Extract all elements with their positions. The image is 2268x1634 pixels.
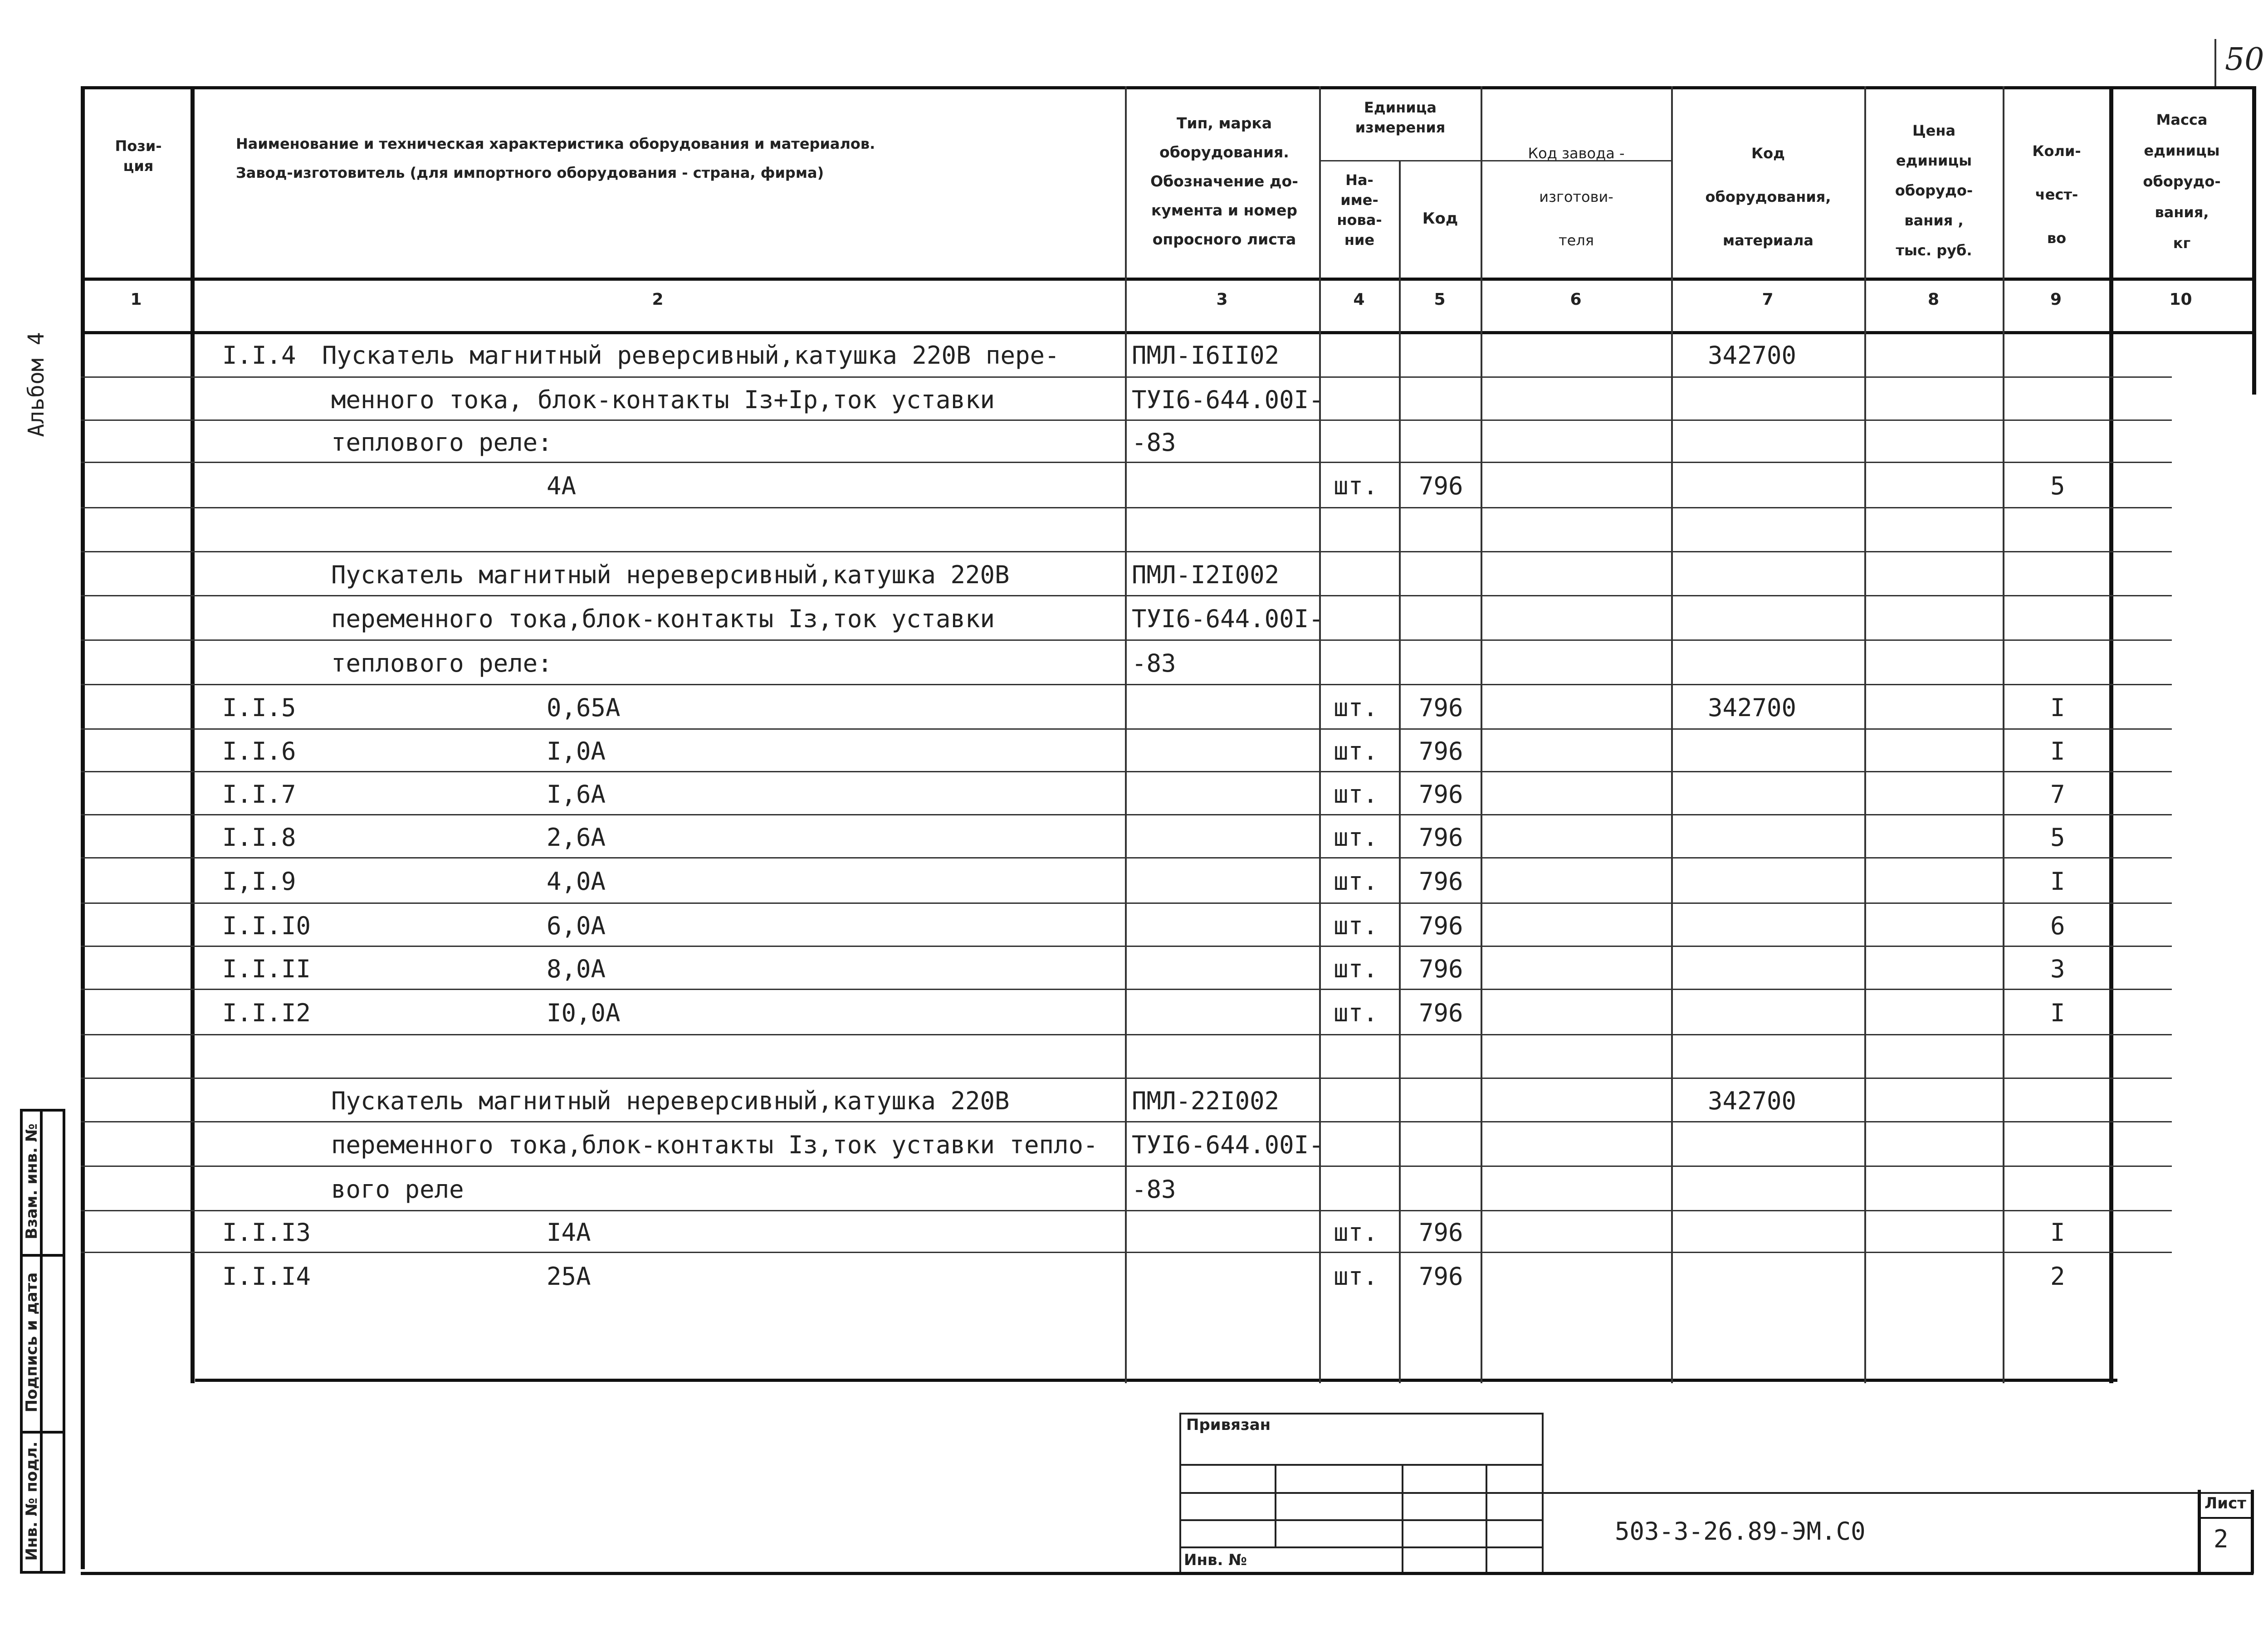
header-col2: Наименование и техническая характеристика оборудования и материалов. Завод-изготовитель (для импортного оборудования - страна, фирма) <box>236 135 875 181</box>
column-number: 8 <box>1927 290 1940 309</box>
row-type: ТУI6-644.00I- <box>1132 385 1324 414</box>
row-unit-code: 796 <box>1419 867 1463 896</box>
row-type: ТУI6-644.00I- <box>1132 1131 1324 1159</box>
row-quantity: I <box>2050 693 2065 722</box>
row-quantity: 6 <box>2050 911 2065 940</box>
row-name: Пускатель магнитный нереверсивный,катушка 220В <box>331 1087 1010 1115</box>
header-col4: На- име- нова- ние <box>1337 171 1382 249</box>
column-number: 10 <box>2169 290 2192 309</box>
row-unit-code: 796 <box>1419 823 1463 852</box>
row-divider <box>81 1252 2172 1253</box>
row-divider <box>81 507 2172 508</box>
header-col1: Пози- ция <box>115 137 162 175</box>
row-quantity: 5 <box>2050 472 2065 500</box>
row-quantity: 7 <box>2050 780 2065 809</box>
row-material-code: 342700 <box>1708 1087 1797 1115</box>
row-divider <box>81 1078 2172 1079</box>
row-unit-code: 796 <box>1419 472 1463 500</box>
header-col10: Масса единицы оборудо- вания, кг <box>2143 111 2221 252</box>
header-col8: Цена единицы оборудо- вания , тыс. руб. <box>1895 122 1973 259</box>
corner-divider <box>2214 39 2216 88</box>
row-unit-code: 796 <box>1419 1262 1463 1291</box>
row-name: 8,0А <box>547 954 606 983</box>
row-divider <box>81 771 2172 772</box>
row-name: I,6А <box>547 780 606 809</box>
row-name: теплового реле: <box>331 428 552 457</box>
row-type: ПМЛ-I6II02 <box>1132 341 1280 370</box>
row-divider <box>81 639 2172 641</box>
row-unit: шт. <box>1334 867 1378 896</box>
row-unit-code: 796 <box>1419 999 1463 1027</box>
row-position: I.I.5 <box>222 693 296 722</box>
bound-label: Привязан <box>1186 1416 1271 1434</box>
row-unit: шт. <box>1334 911 1378 940</box>
row-position: I.I.8 <box>222 823 296 852</box>
row-type: -83 <box>1132 649 1176 678</box>
row-unit: шт. <box>1334 823 1378 852</box>
row-type: ПМЛ-22I002 <box>1132 1087 1280 1115</box>
row-material-code: 342700 <box>1708 341 1797 370</box>
column-number: 4 <box>1353 290 1365 309</box>
row-material-code: 342700 <box>1708 693 1797 722</box>
row-type: -83 <box>1132 428 1176 457</box>
row-name: 2,6А <box>547 823 606 852</box>
row-position: I.I.II <box>222 954 311 983</box>
row-unit: шт. <box>1334 999 1378 1027</box>
row-position: I.I.4 <box>222 341 296 370</box>
column-number: 6 <box>1570 290 1582 309</box>
row-divider <box>81 551 2172 552</box>
sheet-number: 2 <box>2214 1525 2229 1553</box>
row-quantity: I <box>2050 1218 2065 1247</box>
replace-inv-stamp: Взам. инв. № <box>23 1123 41 1239</box>
row-position: I.I.I2 <box>222 999 311 1027</box>
row-unit: шт. <box>1334 780 1378 809</box>
row-name: I0,0А <box>547 999 621 1027</box>
header-col7: Код оборудования, материала <box>1705 145 1831 249</box>
row-unit-code: 796 <box>1419 693 1463 722</box>
row-name: Пускатель магнитный реверсивный,катушка 220В пере- <box>322 341 1060 370</box>
document-code: 503-3-26.89-ЭМ.С0 <box>1615 1517 1866 1546</box>
row-unit-code: 796 <box>1419 954 1463 983</box>
row-position: I.I.I0 <box>222 911 311 940</box>
row-divider <box>81 1121 2172 1122</box>
row-quantity: 5 <box>2050 823 2065 852</box>
row-name: менного тока, блок-контакты Iз+Iр,ток уставки <box>331 385 995 414</box>
row-unit: шт. <box>1334 954 1378 983</box>
column-number: 3 <box>1216 290 1228 309</box>
row-unit: шт. <box>1334 1262 1378 1291</box>
row-position: I.I.I4 <box>222 1262 311 1291</box>
original-inv-stamp: Инв. № подл. <box>23 1441 41 1561</box>
row-quantity: 2 <box>2050 1262 2065 1291</box>
inv-label: Инв. № <box>1184 1551 1247 1569</box>
row-divider <box>81 857 2172 858</box>
sheet-corner-number: 50 <box>2225 42 2264 78</box>
row-name: Пускатель магнитный нереверсивный,катушка 220В <box>331 560 1010 589</box>
row-name: I,0А <box>547 737 606 766</box>
header-col5: Код <box>1422 210 1458 228</box>
row-unit-code: 796 <box>1419 1218 1463 1247</box>
header-col3: Тип, марка оборудования. Обозначение до- кумента и номер опросного листа <box>1150 114 1298 248</box>
album-label: Альбом 4 <box>24 332 49 437</box>
row-quantity: 3 <box>2050 954 2065 983</box>
row-name: 25А <box>547 1262 591 1291</box>
row-quantity: I <box>2050 867 2065 896</box>
row-unit-code: 796 <box>1419 780 1463 809</box>
column-number: 7 <box>1762 290 1774 309</box>
row-name: 0,65А <box>547 693 621 722</box>
row-divider <box>81 814 2172 815</box>
row-divider <box>81 462 2172 463</box>
row-name: теплового реле: <box>331 649 552 678</box>
row-position: I,I.9 <box>222 867 296 896</box>
row-divider <box>81 376 2172 378</box>
row-type: ТУI6-644.00I- <box>1132 605 1324 633</box>
row-type: -83 <box>1132 1175 1176 1204</box>
row-position: I.I.I3 <box>222 1218 311 1247</box>
header-col6: Код завода - изготови- теля <box>1528 145 1625 249</box>
row-unit: шт. <box>1334 472 1378 500</box>
row-quantity: I <box>2050 737 2065 766</box>
row-quantity: I <box>2050 999 2065 1027</box>
row-divider <box>81 989 2172 990</box>
row-position: I.I.7 <box>222 780 296 809</box>
row-divider <box>81 419 2172 421</box>
row-divider <box>81 946 2172 947</box>
row-divider <box>81 684 2172 685</box>
row-divider <box>81 1034 2172 1035</box>
row-name: переменного тока,блок-контакты Iз,ток уставки тепло- <box>331 1131 1098 1159</box>
column-number: 9 <box>2050 290 2062 309</box>
row-name: 6,0А <box>547 911 606 940</box>
column-number: 2 <box>652 290 664 309</box>
row-divider <box>81 595 2172 596</box>
header-unit-title: Единица измерения <box>1355 99 1446 136</box>
row-unit-code: 796 <box>1419 911 1463 940</box>
row-unit: шт. <box>1334 1218 1378 1247</box>
row-type: ПМЛ-I2I002 <box>1132 560 1280 589</box>
row-unit: шт. <box>1334 693 1378 722</box>
row-name: 4А <box>547 472 577 500</box>
row-unit-code: 796 <box>1419 737 1463 766</box>
column-number: 5 <box>1434 290 1446 309</box>
row-name: вого реле <box>331 1175 464 1204</box>
row-divider <box>81 902 2172 904</box>
signature-date-stamp: Подпись и дата <box>23 1272 41 1413</box>
row-divider <box>81 728 2172 730</box>
row-unit: шт. <box>1334 737 1378 766</box>
row-position: I.I.6 <box>222 737 296 766</box>
header-col9: Коли- чест- во <box>2032 142 2081 247</box>
row-divider <box>81 1210 2172 1211</box>
row-divider <box>81 1166 2172 1167</box>
row-name: I4А <box>547 1218 591 1247</box>
row-name: 4,0А <box>547 867 606 896</box>
row-name: переменного тока,блок-контакты Iз,ток уставки <box>331 605 995 633</box>
column-number: 1 <box>130 290 142 309</box>
sheet-label: Лист <box>2204 1494 2246 1512</box>
